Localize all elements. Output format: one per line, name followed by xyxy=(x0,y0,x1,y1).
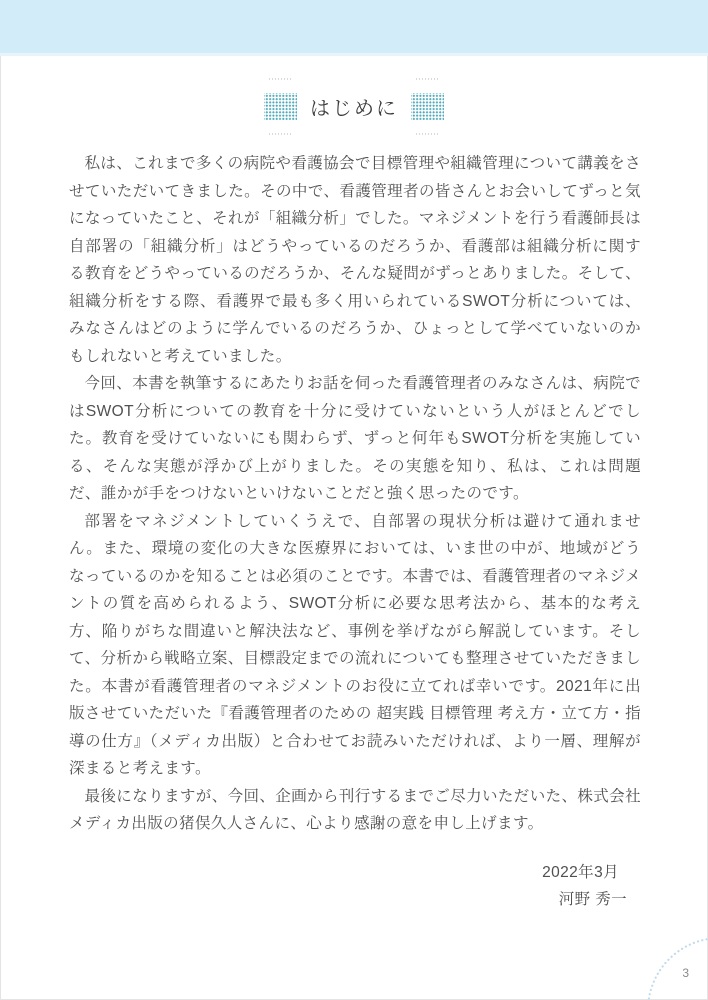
preface-body xyxy=(69,150,641,914)
header-band xyxy=(0,0,708,56)
preface-paragraph: 部署をマネジメントしていくうえで、自部署の現状分析は避けて通れません。また、環境の変化の大きな医療界においては、いま世の中が、地域がどうなっているのかを知ることは必須のことです。本書では、看護管理者のマネジメントの質を高められるよう、SWOT分析に必要な思考法から、基本的な考え方、陥りがちな間違いと解決法など、事例を挙げながら解説しています。そして、分析から戦略立案、目標設定までの流れについても整理させていただきました。本書が看護管理者のマネジメントのお役に立てれば幸いです。2021年に出版させていただいた『看護管理者のための 超実践 目標管理 考え方・立て方・指導の仕方』（メディカ出版）と合わせてお読みいただければ、より一層、理解が深まると考えます。 xyxy=(69,512,641,777)
author-name: 河野 秀一 xyxy=(558,891,627,908)
preface-paragraph: 私は、これまで多くの病院や看護協会で目標管理や組織管理について講義をさせていただいてきました。その中で、看護管理者の皆さんとお会いしてずっと気になっていたこと、それが「組織分析」でした。マネジメントを行う看護師長は自部署の「組織分析」はどうやっているのだろうか、看護部は組織分析に関する教育をどうやっているのだろうか、そんな疑問がずっとありました。そして、組織分析をする際、看護界で最も多く用いられているSWOT分析については、みなさんはどのように学んでいるのだろうか、ひょっとして学べていないのかもしれないと考えていました。 xyxy=(69,155,641,365)
halftone-square-left xyxy=(264,93,297,120)
section-title-row xyxy=(0,92,708,121)
publication-date: 2022年3月 xyxy=(542,863,619,881)
halftone-square-right xyxy=(411,93,444,120)
signature-block xyxy=(69,859,641,914)
page-title: はじめに xyxy=(310,98,398,120)
page-number: 3 xyxy=(682,966,689,980)
preface-paragraph: 最後になりますが、今回、企画から刊行するまでご尽力いただいた、株式会社メディカ出版の猪俣久人さんに、心より感謝の意を申し上げます。 xyxy=(69,787,642,832)
preface-paragraph: 今回、本書を執筆するにあたりお話を伺った看護管理者のみなさんは、病院ではSWOT分析についての教育を十分に受けていないという人がほとんどでした。教育を受けていないにも関わらず、ずっと何年もSWOT分析を実施している、そんな実態が浮かび上がりました。その実態を知り、私は、これは問題だ、誰かが手をつけないといけないことだと強く思ったのです。 xyxy=(69,375,642,502)
